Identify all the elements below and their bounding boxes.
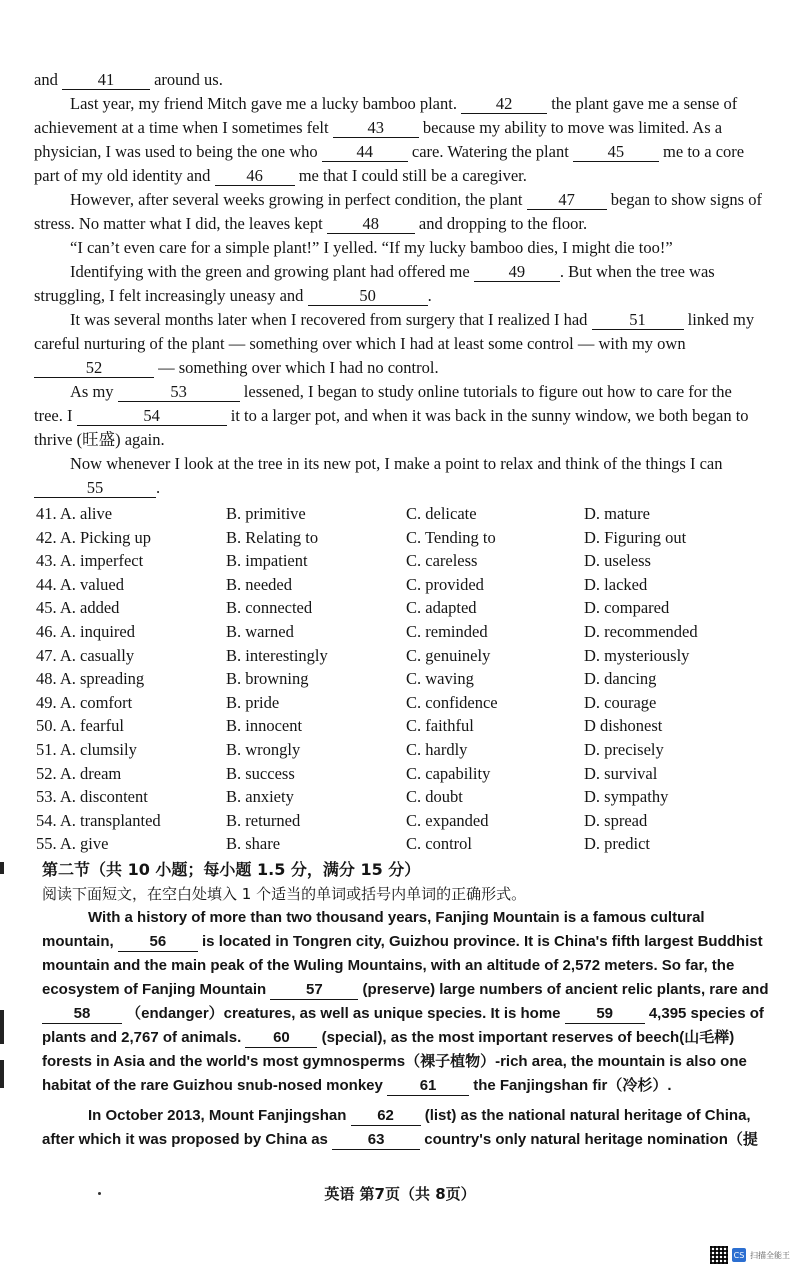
- option-a: 41. A. alive: [36, 504, 113, 523]
- paragraph: It was several months later when I recovered from surgery that I realized I had 51 linked my careful nurturing of the plant — something over which I had at least some control — with my own 52 — something over which I had no control.: [34, 310, 755, 377]
- option-b: B. success: [226, 763, 295, 783]
- option-c: C. expanded: [406, 810, 489, 830]
- option-d: D. Figuring out: [584, 527, 687, 547]
- paragraph: Now whenever I look at the tree in its new pot, I make a point to relax and think of the things I can 55 .: [34, 452, 764, 500]
- option-b: B. anxiety: [226, 787, 294, 807]
- option-b: B. primitive: [226, 504, 306, 523]
- option-d: D. useless: [584, 551, 651, 571]
- blank-41: 41: [62, 71, 150, 90]
- option-row: [36, 762, 766, 786]
- option-a: 48. A. spreading: [36, 669, 145, 689]
- blank-43: 43: [333, 119, 419, 138]
- option-d: D. mysteriously: [584, 645, 690, 665]
- option-row: [36, 738, 766, 762]
- option-a: 49. A. comfort: [36, 692, 133, 712]
- option-b: B. warned: [226, 621, 294, 641]
- blank-44: 44: [322, 143, 408, 162]
- paragraph: Last year, my friend Mitch gave me a lucky bamboo plant. 42 the plant gave me a sense of achievement at a time when I sometimes felt 43 because my ability to move was limited. As a physician, I was used to being the one who 44 care. Watering the plant 45 me to a core part of my old identity and 46 me that I could still be a caregiver.: [34, 94, 745, 185]
- cloze-passage: [34, 68, 764, 500]
- option-a: 45. A. added: [36, 598, 120, 618]
- option-b: B. wrongly: [226, 739, 301, 759]
- blank-62: 62: [351, 1107, 421, 1126]
- section-two: [42, 858, 772, 1152]
- option-row: [36, 644, 766, 668]
- option-c: C. provided: [406, 574, 484, 594]
- blank-63: 63: [332, 1131, 420, 1150]
- paragraph: However, after several weeks growing in perfect condition, the plant 47 began to show signs of stress. No matter what I did, the leaves kept 48 and dropping to the floor.: [34, 190, 762, 233]
- option-d: D. spread: [584, 810, 648, 830]
- blank-55: 55: [34, 479, 156, 498]
- option-d: D. precisely: [584, 739, 664, 759]
- option-c: C. doubt: [406, 787, 463, 807]
- option-row: [36, 832, 766, 856]
- option-b: B. connected: [226, 598, 313, 618]
- blank-53: 53: [118, 383, 240, 402]
- option-c: C. Tending to: [406, 527, 496, 547]
- option-d: D. sympathy: [584, 787, 669, 807]
- option-row: [36, 667, 766, 691]
- option-c: C. adapted: [406, 598, 477, 618]
- page-footer: 英语 第7页（共 8页）: [324, 1185, 476, 1203]
- option-c: C. delicate: [406, 504, 477, 523]
- blank-60: 60: [245, 1029, 317, 1048]
- paragraph: In October 2013, Mount Fanjingshan 62 (list) as the national natural heritage of China, after which it was proposed by China as 63 country's only natural heritage nomination（提: [42, 1107, 758, 1148]
- option-row: [36, 573, 766, 597]
- option-b: B. needed: [226, 574, 292, 594]
- option-b: B. interestingly: [226, 645, 328, 665]
- section-heading: 第二节（共 10 小题；每小题 1.5 分，满分 15 分）: [42, 860, 421, 879]
- option-row: [36, 620, 766, 644]
- paragraph: and 41 around us.: [34, 70, 223, 89]
- option-d: D. lacked: [584, 574, 648, 594]
- option-row: [36, 691, 766, 715]
- scanner-logo-icon: CS: [732, 1248, 746, 1262]
- option-c: C. confidence: [406, 692, 498, 712]
- blank-58: 58: [42, 1005, 122, 1024]
- section-instruction: 阅读下面短文，在空白处填入 1 个适当的单词或括号内单词的正确形式。: [42, 885, 527, 903]
- scan-edge-mark: [0, 1010, 4, 1044]
- option-row: [36, 785, 766, 809]
- option-a: 42. A. Picking up: [36, 527, 152, 547]
- option-a: 54. A. transplanted: [36, 810, 161, 830]
- option-d: D. survival: [584, 763, 658, 783]
- option-row: [36, 809, 766, 833]
- option-d: D. mature: [584, 504, 650, 523]
- grammar-passage: [42, 906, 772, 1152]
- answer-options: [36, 502, 766, 856]
- option-b: B. share: [226, 834, 281, 854]
- blank-42: 42: [461, 95, 547, 114]
- option-a: 52. A. dream: [36, 763, 122, 783]
- option-c: C. reminded: [406, 621, 488, 641]
- option-b: B. pride: [226, 692, 280, 712]
- option-row: [36, 526, 766, 550]
- option-c: C. control: [406, 834, 472, 854]
- option-b: B. impatient: [226, 551, 308, 571]
- option-a: 50. A. fearful: [36, 716, 124, 736]
- option-d: D. predict: [584, 834, 650, 854]
- paragraph: Identifying with the green and growing plant had offered me 49 . But when the tree was struggling, I felt increasingly uneasy and 50 .: [34, 262, 715, 305]
- option-row: [36, 502, 766, 526]
- paragraph: With a history of more than two thousand years, Fanjing Mountain is a famous cultural mountain, 56 is located in Tongren city, Guizhou province. It is China's fifth largest Buddhist mountain and the main peak of the Wuling Mountains, with an altitude of 2,572 meters. So far, the ecosystem of Fanjing Mountain 57 (preserve) large numbers of ancient relic plants, rare and 58 （endanger）creatures, as well as unique species. It is home 59 4,395 species of plants and 2,767 of animals. 60 (special), as the most important reserves of beech(山毛榉) forests in Asia and the world's most gymnosperms（裸子植物）-rich area, the mountain is also one habitat of the rare Guizhou snub-nosed monkey 61 the Fanjingshan fir（冷杉）.: [42, 909, 769, 1094]
- option-b: B. browning: [226, 669, 309, 689]
- option-c: C. capability: [406, 763, 491, 783]
- blank-51: 51: [592, 311, 684, 330]
- blank-57: 57: [270, 981, 358, 1000]
- paragraph: As my 53 lessened, I began to study online tutorials to figure out how to care for the tree. I 54 it to a larger pot, and when it was back in the sunny window, we both began to thrive (旺盛) again.: [34, 382, 749, 449]
- scanner-label: 扫描全能王: [750, 1250, 790, 1260]
- option-c: C. faithful: [406, 716, 474, 736]
- blank-61: 61: [387, 1077, 469, 1096]
- option-a: 47. A. casually: [36, 645, 135, 665]
- option-row: [36, 549, 766, 573]
- option-a: 53. A. discontent: [36, 787, 148, 807]
- blank-46: 46: [215, 167, 295, 186]
- option-d: D dishonest: [584, 716, 663, 736]
- blank-56: 56: [118, 933, 198, 952]
- option-a: 55. A. give: [36, 834, 109, 854]
- option-c: C. genuinely: [406, 645, 491, 665]
- qr-code-icon: [710, 1246, 728, 1264]
- blank-45: 45: [573, 143, 659, 162]
- blank-50: 50: [308, 287, 428, 306]
- blank-52: 52: [34, 359, 154, 378]
- option-d: D. courage: [584, 692, 657, 712]
- option-c: C. hardly: [406, 739, 468, 759]
- option-a: 51. A. clumsily: [36, 739, 137, 759]
- scan-edge-mark: [0, 862, 4, 874]
- scan-edge-mark: [0, 1060, 4, 1088]
- option-d: D. recommended: [584, 621, 698, 641]
- blank-59: 59: [565, 1005, 645, 1024]
- option-d: D. compared: [584, 598, 670, 618]
- option-b: B. innocent: [226, 716, 303, 736]
- blank-48: 48: [327, 215, 415, 234]
- option-a: 46. A. inquired: [36, 621, 135, 641]
- blank-54: 54: [77, 407, 227, 426]
- option-c: C. careless: [406, 551, 478, 571]
- option-row: [36, 596, 766, 620]
- option-d: D. dancing: [584, 669, 657, 689]
- blank-49: 49: [474, 263, 560, 282]
- option-row: [36, 714, 766, 738]
- option-b: B. Relating to: [226, 527, 319, 547]
- paragraph: “I can’t even care for a simple plant!” I yelled. “If my lucky bamboo dies, I might die too!”: [70, 238, 673, 257]
- scanner-watermark: [710, 1246, 790, 1264]
- option-b: B. returned: [226, 810, 301, 830]
- option-c: C. waving: [406, 669, 474, 689]
- blank-47: 47: [527, 191, 607, 210]
- option-a: 43. A. imperfect: [36, 551, 144, 571]
- option-a: 44. A. valued: [36, 574, 124, 594]
